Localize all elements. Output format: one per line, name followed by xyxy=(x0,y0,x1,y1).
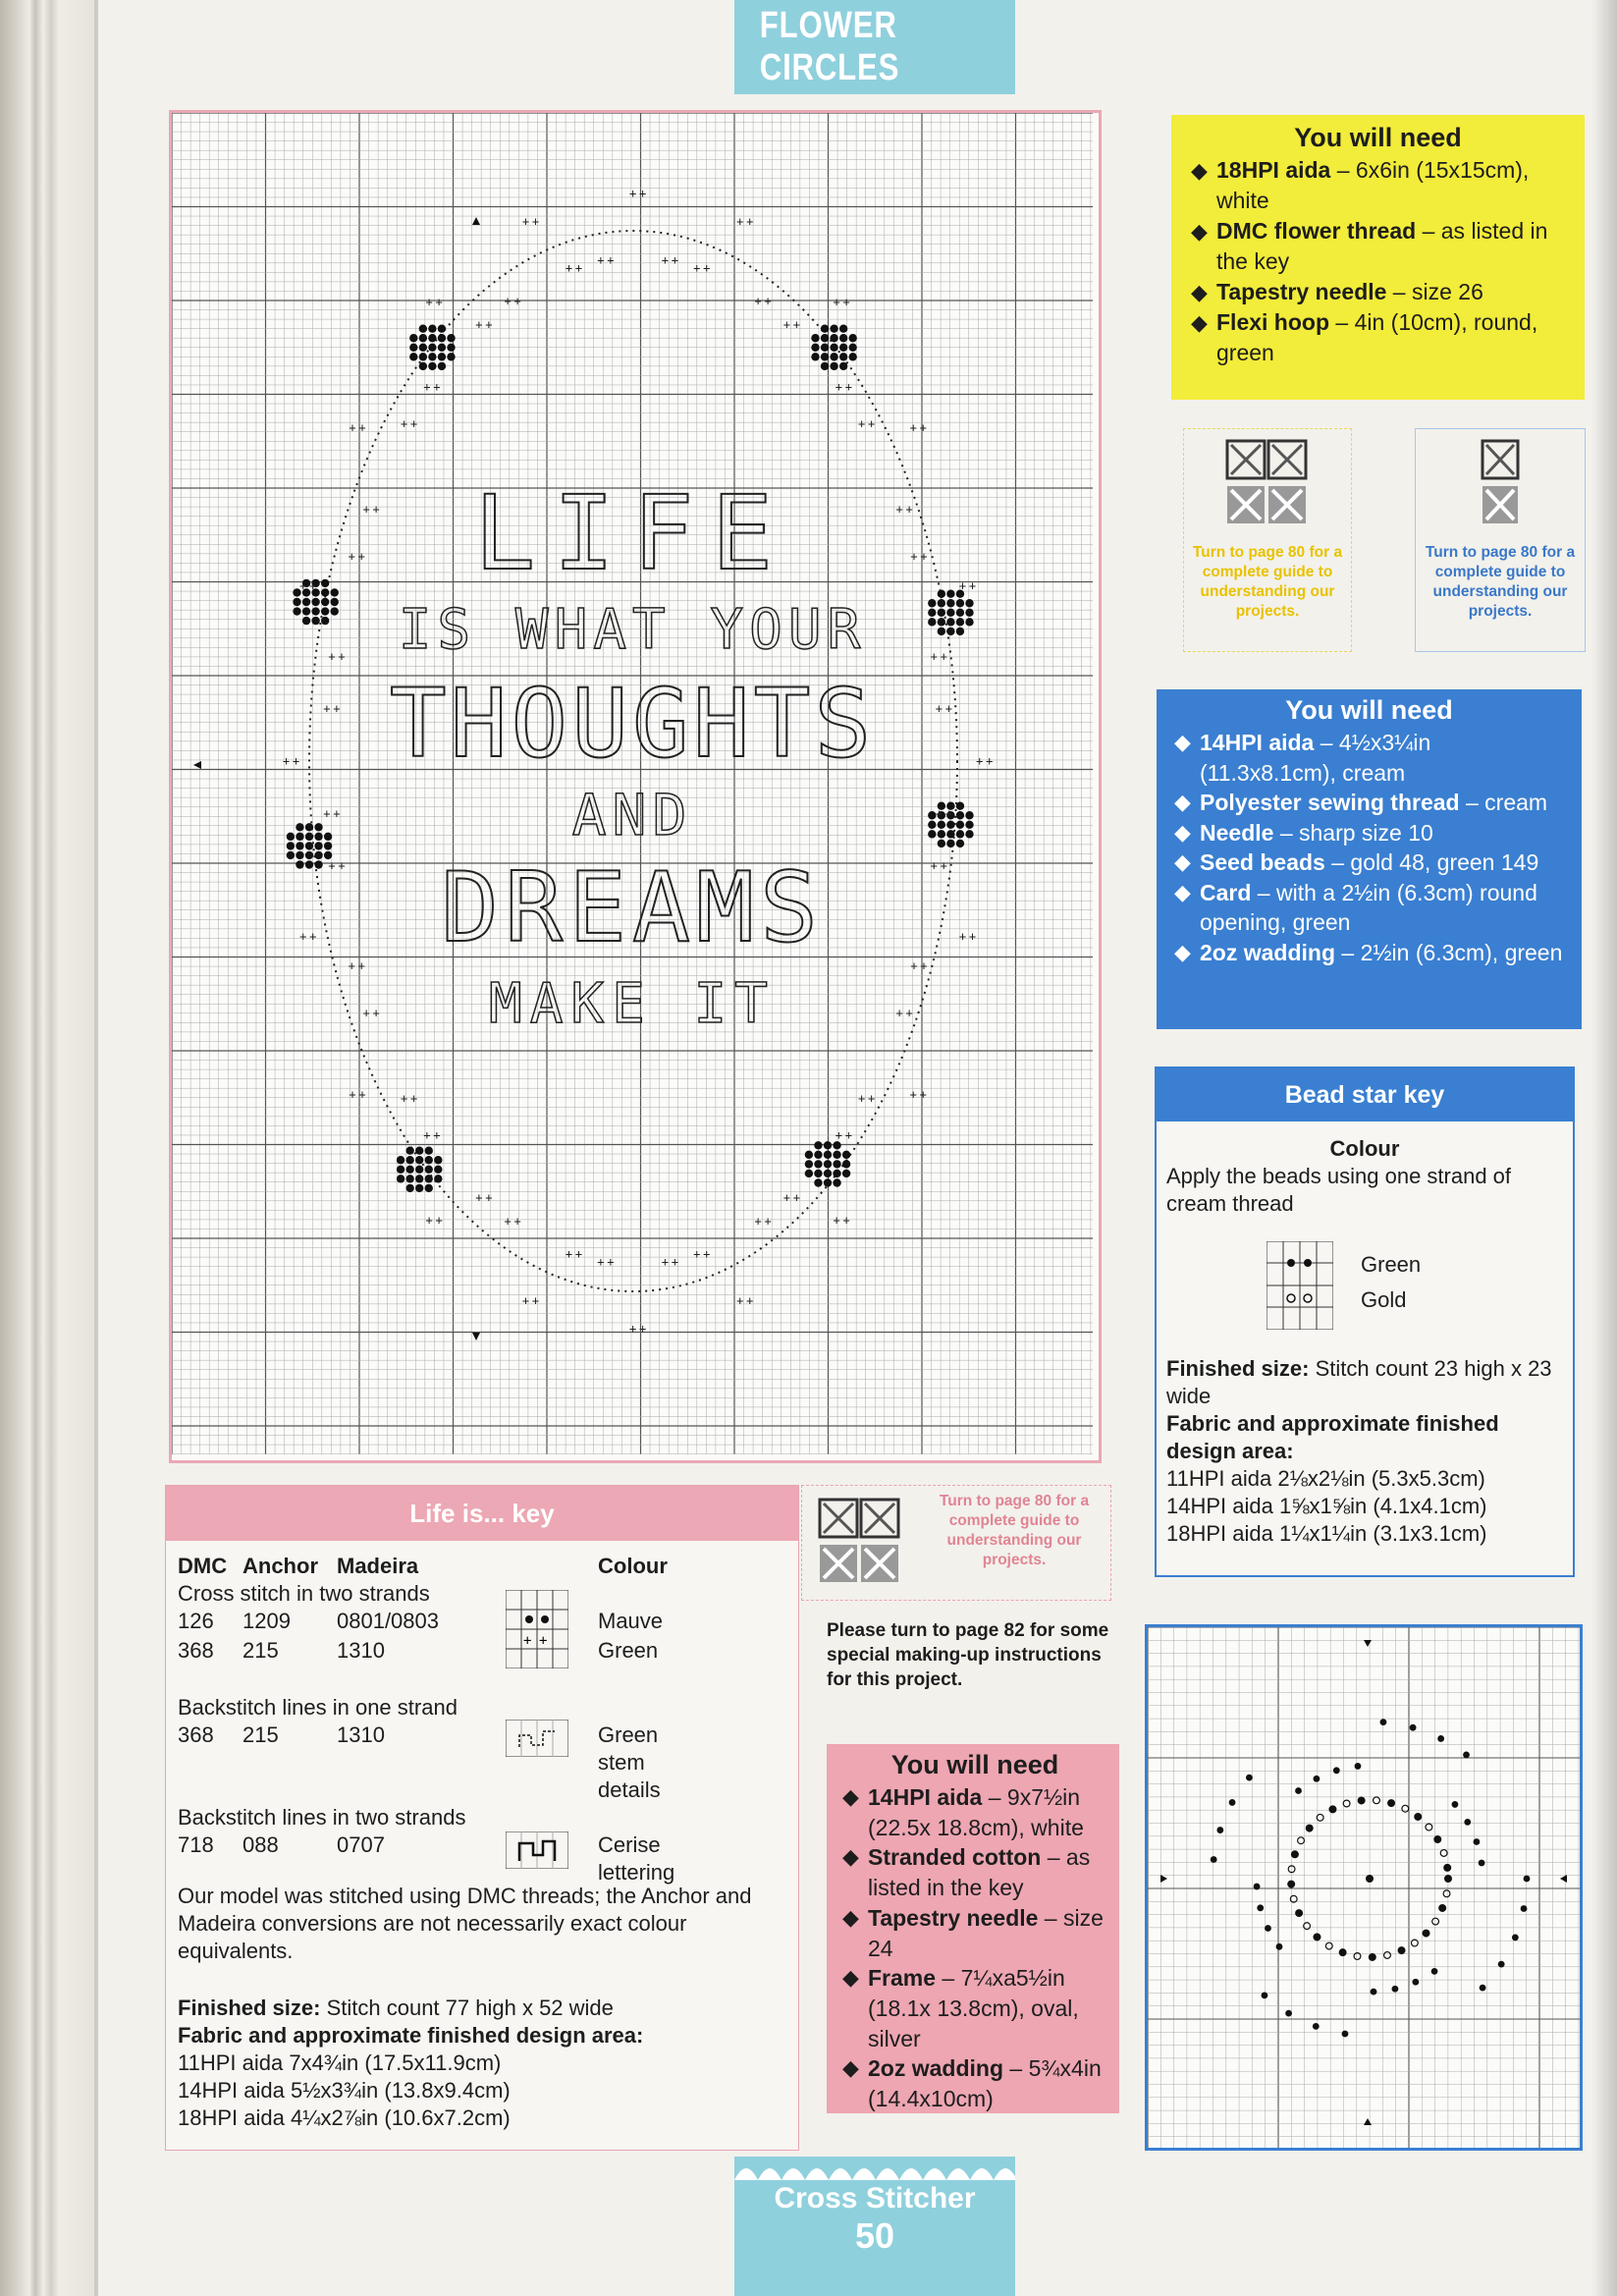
svg-text:+: + xyxy=(754,1214,762,1229)
svg-text:+: + xyxy=(423,1128,431,1143)
guide-note-blue xyxy=(1415,428,1586,652)
svg-text:+: + xyxy=(844,1128,853,1143)
diamond-bullet-icon: ◆ xyxy=(1174,790,1191,814)
stitch-guide-icon xyxy=(1223,437,1312,531)
requirement-detail: – 9x7½in (22.5x 18.8cm), white xyxy=(868,1784,1084,1840)
requirement-name: 2oz wadding xyxy=(1200,939,1335,965)
svg-text:+: + xyxy=(944,701,953,716)
blue-requirements-list xyxy=(1172,728,1566,967)
center-arrow-top xyxy=(472,217,480,225)
svg-text:+: + xyxy=(333,701,341,716)
svg-text:+: + xyxy=(919,1087,927,1102)
svg-text:+: + xyxy=(693,1246,701,1261)
svg-text:+: + xyxy=(842,295,850,309)
diamond-bullet-icon: ◆ xyxy=(1191,219,1208,244)
diamond-bullet-icon: ◆ xyxy=(1174,879,1191,904)
svg-text:+: + xyxy=(867,1091,876,1106)
row1-anchor: 1209 xyxy=(243,1609,291,1633)
svg-text:+: + xyxy=(504,1214,512,1229)
scallop-edge xyxy=(734,2157,1015,2180)
col-madeira: Madeira xyxy=(337,1554,419,1578)
svg-text:+: + xyxy=(919,420,927,435)
chart-words-is-what-your: IS WHAT YOUR xyxy=(398,598,867,662)
row3-dmc: 368 xyxy=(178,1722,214,1747)
guide-note-pink xyxy=(801,1485,1111,1601)
svg-text:+: + xyxy=(435,295,443,309)
svg-text:+: + xyxy=(362,1006,370,1020)
svg-text:+: + xyxy=(362,502,370,517)
bead-key-instruction: Apply the beads using one strand of cream thread xyxy=(1166,1164,1512,1216)
diamond-bullet-icon: ◆ xyxy=(842,1844,859,1870)
page-edge xyxy=(94,0,98,2296)
yellow-requirements-title: You will need xyxy=(1294,123,1462,152)
svg-text:+: + xyxy=(433,1128,441,1143)
requirement-detail: – 4in (10cm), round, green xyxy=(1216,309,1538,365)
magazine-name: Cross Stitcher xyxy=(774,2182,976,2214)
requirement-item xyxy=(1189,277,1567,307)
life-size-1: 11HPI aida 7x4¾in (17.5x11.9cm) xyxy=(178,2050,502,2075)
bead-arrow-left xyxy=(1160,1875,1167,1883)
section-backstitch-one: Backstitch lines in one strand xyxy=(178,1695,458,1720)
bead-star-key xyxy=(1155,1066,1575,1577)
row3-colour: Green stem details xyxy=(598,1722,661,1802)
row2-madeira: 1310 xyxy=(337,1638,385,1663)
svg-text:+: + xyxy=(372,1006,380,1020)
svg-text:+: + xyxy=(905,502,913,517)
svg-text:+: + xyxy=(531,1293,540,1308)
svg-text:+: + xyxy=(282,754,291,768)
diamond-bullet-icon: ◆ xyxy=(1191,310,1208,335)
bead-symbol-swatch xyxy=(1267,1241,1333,1330)
svg-text:+: + xyxy=(782,317,790,332)
chart-word-thoughts: THOUGHTS xyxy=(389,669,876,779)
magazine-spine xyxy=(0,0,98,2296)
bead-key-title: Bead star key xyxy=(1157,1068,1573,1121)
requirement-item xyxy=(840,2053,1109,2113)
diamond-bullet-icon: ◆ xyxy=(842,1784,859,1809)
svg-text:+: + xyxy=(968,929,977,944)
requirement-name: Card xyxy=(1200,879,1252,905)
svg-text:+: + xyxy=(597,1255,605,1270)
requirement-item xyxy=(1172,728,1566,788)
bead-arrow-top xyxy=(1364,1640,1372,1647)
bead-star-chart xyxy=(1145,1624,1583,2151)
stitch-guide-icon xyxy=(1479,437,1522,531)
life-size-3: 18HPI aida 4¼x2⅞in (10.6x7.2cm) xyxy=(178,2105,511,2130)
requirement-name: Tapestry needle xyxy=(868,1904,1039,1931)
svg-text:+: + xyxy=(338,649,346,664)
svg-text:+: + xyxy=(401,416,408,431)
svg-text:+: + xyxy=(905,1006,913,1020)
svg-text:+: + xyxy=(930,649,938,664)
yellow-requirements-list xyxy=(1189,155,1567,368)
svg-text:+: + xyxy=(349,1087,356,1102)
svg-text:+: + xyxy=(597,252,605,267)
svg-text:+: + xyxy=(958,929,967,944)
svg-text:+: + xyxy=(835,379,843,394)
requirement-item xyxy=(840,1903,1109,1963)
svg-text:+: + xyxy=(574,261,583,276)
svg-text:+: + xyxy=(857,1091,866,1106)
svg-text:+: + xyxy=(299,929,307,944)
guide-note-yellow xyxy=(1183,428,1352,652)
svg-text:+: + xyxy=(425,1213,433,1228)
svg-text:+: + xyxy=(833,1213,840,1228)
bead-size-2: 14HPI aida 1⅝x1⅝in (4.1x4.1cm) xyxy=(1166,1494,1487,1518)
life-finished-size xyxy=(178,1995,786,2022)
svg-text:+: + xyxy=(792,1190,800,1205)
svg-text:+: + xyxy=(539,1633,548,1649)
svg-text:+: + xyxy=(661,1255,670,1270)
svg-text:+: + xyxy=(746,214,754,229)
row4-madeira: 0707 xyxy=(337,1832,385,1857)
diamond-bullet-icon: ◆ xyxy=(1174,819,1191,845)
svg-text:+: + xyxy=(935,701,943,716)
pink-requirements-title: You will need xyxy=(890,1750,1059,1779)
svg-text:+: + xyxy=(323,806,331,821)
yellow-requirements-box xyxy=(1171,115,1585,400)
guide-text-blue: Turn to page 80 for a complete guide to understanding our projects. xyxy=(1425,544,1576,620)
requirement-detail: – with a 2½in (6.3cm) round opening, green xyxy=(1200,879,1537,935)
requirement-item xyxy=(1189,307,1567,368)
svg-text:+: + xyxy=(671,252,679,267)
svg-text:+: + xyxy=(372,502,380,517)
svg-text:+: + xyxy=(920,549,928,564)
svg-text:+: + xyxy=(629,187,637,201)
bead-key-colour-header: Colour xyxy=(1329,1136,1400,1161)
requirement-name: DMC flower thread xyxy=(1216,218,1417,244)
diamond-bullet-icon: ◆ xyxy=(1174,939,1191,964)
svg-text:+: + xyxy=(639,1321,647,1336)
requirement-item xyxy=(1172,878,1566,938)
chart-word-life: LIFE xyxy=(473,473,791,593)
row3-madeira: 1310 xyxy=(337,1722,385,1747)
section-cross-stitch: Cross stitch in two strands xyxy=(178,1581,430,1606)
bead-finished-text: Stitch count 23 high x 23 wide xyxy=(1166,1356,1552,1408)
svg-text:+: + xyxy=(358,1087,366,1102)
bead-size-1: 11HPI aida 2⅛x2⅛in (5.3x5.3cm) xyxy=(1166,1466,1485,1491)
svg-text:+: + xyxy=(940,649,947,664)
svg-text:+: + xyxy=(348,958,355,973)
svg-text:+: + xyxy=(986,754,994,768)
blue-requirements-box xyxy=(1157,689,1582,1029)
svg-text:+: + xyxy=(323,701,331,716)
row4-anchor: 088 xyxy=(243,1832,279,1857)
requirement-item xyxy=(1172,818,1566,848)
requirement-item xyxy=(840,1963,1109,2053)
svg-text:+: + xyxy=(703,1246,711,1261)
svg-text:+: + xyxy=(629,1321,637,1336)
guide-text-pink: Turn to page 80 for a complete guide to understanding our projects. xyxy=(939,1493,1090,1568)
requirement-detail: – 5¾x4in (14.4x10cm) xyxy=(868,2055,1102,2112)
bead-finished-size xyxy=(1166,1355,1559,1410)
row4-dmc: 718 xyxy=(178,1832,214,1857)
diamond-bullet-icon: ◆ xyxy=(1174,849,1191,874)
svg-text:+: + xyxy=(574,1246,583,1261)
svg-text:+: + xyxy=(299,578,307,593)
bead-fabric-label: Fabric and approximate finished design area: xyxy=(1166,1411,1499,1463)
svg-text:+: + xyxy=(504,294,512,308)
svg-text:+: + xyxy=(531,214,540,229)
page-shadow xyxy=(1591,0,1617,2296)
col-colour: Colour xyxy=(598,1554,668,1578)
chart-words-make-it: MAKE IT xyxy=(488,972,776,1036)
svg-text:+: + xyxy=(521,214,530,229)
svg-text:+: + xyxy=(349,420,356,435)
svg-text:+: + xyxy=(328,649,336,664)
svg-text:+: + xyxy=(513,294,521,308)
bead-arrow-right xyxy=(1560,1875,1567,1883)
svg-text:+: + xyxy=(764,1214,772,1229)
diamond-bullet-icon: ◆ xyxy=(842,1965,859,1991)
svg-text:+: + xyxy=(867,416,876,431)
life-is-key xyxy=(165,1485,799,2151)
requirement-item xyxy=(1172,788,1566,818)
svg-text:+: + xyxy=(358,420,366,435)
diamond-bullet-icon: ◆ xyxy=(842,2055,859,2081)
requirement-name: 2oz wadding xyxy=(868,2055,1003,2082)
svg-text:+: + xyxy=(607,1255,615,1270)
svg-text:+: + xyxy=(309,929,317,944)
diamond-bullet-icon: ◆ xyxy=(1191,280,1208,304)
diamond-bullet-icon: ◆ xyxy=(1191,158,1208,183)
svg-text:+: + xyxy=(475,1190,483,1205)
requirement-detail: – as listed in the key xyxy=(868,1844,1091,1901)
diamond-bullet-icon: ◆ xyxy=(842,1904,859,1930)
svg-text:+: + xyxy=(958,578,967,593)
pink-requirements-box xyxy=(827,1744,1119,2113)
svg-text:+: + xyxy=(410,1091,418,1106)
svg-text:+: + xyxy=(607,252,615,267)
footer-tab xyxy=(734,2157,1015,2296)
svg-text:+: + xyxy=(435,1213,443,1228)
row1-dmc: 126 xyxy=(178,1609,214,1633)
svg-text:+: + xyxy=(968,578,977,593)
life-chart xyxy=(169,110,1102,1463)
svg-text:+: + xyxy=(833,295,840,309)
life-key-title: Life is... key xyxy=(166,1486,798,1541)
svg-text:+: + xyxy=(909,420,917,435)
svg-text:+: + xyxy=(940,858,947,873)
svg-text:+: + xyxy=(935,806,943,821)
svg-text:+: + xyxy=(909,1087,917,1102)
requirement-detail: – cream xyxy=(1459,790,1548,815)
svg-text:+: + xyxy=(835,1128,843,1143)
requirement-detail: – gold 48, green 149 xyxy=(1324,849,1539,875)
svg-text:+: + xyxy=(485,1190,493,1205)
requirement-item xyxy=(1189,216,1567,277)
requirement-detail: – 4½x3¼in (11.3x8.1cm), cream xyxy=(1200,730,1431,786)
svg-text:+: + xyxy=(764,294,772,308)
svg-text:+: + xyxy=(523,1633,532,1649)
requirement-name: Polyester sewing thread xyxy=(1200,790,1460,815)
bead-size-3: 18HPI aida 1¼x1¼in (3.1x3.1cm) xyxy=(1166,1521,1487,1546)
svg-text:+: + xyxy=(475,317,483,332)
svg-text:+: + xyxy=(746,1293,754,1308)
row4-colour: Cerise lettering xyxy=(598,1832,675,1885)
svg-text:+: + xyxy=(485,317,493,332)
page-title: FLOWER CIRCLES xyxy=(759,5,900,88)
svg-text:+: + xyxy=(703,261,711,276)
bead-finished-label: Finished size: xyxy=(1166,1356,1310,1381)
svg-text:+: + xyxy=(338,858,346,873)
blue-requirements-title: You will need xyxy=(1285,695,1453,725)
bead-gold-label: Gold xyxy=(1361,1287,1407,1312)
svg-text:+: + xyxy=(736,214,744,229)
requirement-detail: – size 24 xyxy=(868,1904,1104,1961)
svg-text:+: + xyxy=(433,379,441,394)
svg-text:+: + xyxy=(782,1190,790,1205)
svg-text:+: + xyxy=(348,549,355,564)
requirement-detail: – sharp size 10 xyxy=(1273,819,1433,846)
svg-text:+: + xyxy=(693,261,701,276)
requirement-name: Stranded cotton xyxy=(868,1844,1042,1871)
row1-colour: Mauve xyxy=(598,1609,664,1633)
requirement-name: Tapestry needle xyxy=(1216,279,1387,304)
col-dmc: DMC xyxy=(178,1554,228,1578)
life-finished-label: Finished size: xyxy=(178,1995,321,2020)
requirement-detail: – 2½in (6.3cm), green xyxy=(1335,939,1563,965)
page-title-tab xyxy=(734,0,1015,94)
chart-word-dreams: DREAMS xyxy=(440,852,824,964)
row2-colour: Green xyxy=(598,1638,659,1663)
svg-text:+: + xyxy=(328,858,336,873)
bead-green-label: Green xyxy=(1361,1252,1422,1277)
chart-word-and: AND xyxy=(571,782,693,848)
svg-text:+: + xyxy=(976,754,984,768)
svg-text:+: + xyxy=(309,578,317,593)
requirement-name: 14HPI aida xyxy=(868,1784,983,1810)
svg-text:+: + xyxy=(292,754,300,768)
requirement-item xyxy=(840,1782,1109,1842)
svg-text:+: + xyxy=(333,806,341,821)
requirement-detail: – 6x6in (15x15cm), white xyxy=(1216,157,1530,213)
svg-text:+: + xyxy=(423,379,431,394)
bead-markers xyxy=(1211,1719,1531,2037)
row1-madeira: 0801/0803 xyxy=(337,1609,439,1633)
requirement-name: Flexi hoop xyxy=(1216,309,1329,335)
life-finished-text: Stitch count 77 high x 52 wide xyxy=(320,1995,614,2020)
bead-grid-lines xyxy=(1148,1627,1580,2148)
row2-anchor: 215 xyxy=(243,1638,279,1663)
svg-text:+: + xyxy=(895,502,903,517)
svg-text:+: + xyxy=(910,958,918,973)
svg-text:+: + xyxy=(671,1255,679,1270)
backstitch-lettering-symbol xyxy=(506,1831,568,1869)
bead-star-grid xyxy=(1148,1627,1580,2148)
section-backstitch-two: Backstitch lines in two strands xyxy=(178,1805,466,1830)
cross-stitch-symbols xyxy=(506,1590,568,1668)
svg-text:+: + xyxy=(513,1214,521,1229)
model-note: Our model was stitched using DMC threads; the Anchor and Madeira conversions are not necessarily exact colour equivalents. xyxy=(178,1884,752,1963)
svg-text:+: + xyxy=(401,1091,408,1106)
svg-text:+: + xyxy=(565,1246,573,1261)
requirement-detail: – size 26 xyxy=(1386,279,1483,304)
requirement-name: 14HPI aida xyxy=(1200,730,1315,755)
svg-text:+: + xyxy=(521,1293,530,1308)
requirement-item xyxy=(1189,155,1567,216)
row2-dmc: 368 xyxy=(178,1638,214,1663)
svg-text:+: + xyxy=(661,252,670,267)
svg-text:+: + xyxy=(736,1293,744,1308)
svg-text:+: + xyxy=(944,806,953,821)
svg-text:+: + xyxy=(895,1006,903,1020)
svg-text:+: + xyxy=(857,416,866,431)
svg-text:+: + xyxy=(357,958,365,973)
bead-arrow-bottom xyxy=(1364,2118,1372,2125)
requirement-item xyxy=(840,1842,1109,1902)
backstitch-stem-symbol xyxy=(506,1720,568,1757)
svg-text:+: + xyxy=(920,958,928,973)
requirement-name: 18HPI aida xyxy=(1216,157,1331,183)
requirement-detail: – 7¼xa5½in (18.1x 13.8cm), oval, silver xyxy=(868,1965,1079,2051)
svg-text:+: + xyxy=(910,549,918,564)
guide-text-yellow: Turn to page 80 for a complete guide to understanding our projects. xyxy=(1192,544,1343,620)
requirement-detail: – as listed in the key xyxy=(1216,218,1548,274)
requirement-item xyxy=(1172,938,1566,968)
requirement-name: Needle xyxy=(1200,819,1274,846)
col-anchor: Anchor xyxy=(243,1554,318,1578)
requirement-name: Frame xyxy=(868,1965,937,1992)
chart-lettering xyxy=(172,474,1093,1044)
svg-text:+: + xyxy=(930,858,938,873)
diamond-bullet-icon: ◆ xyxy=(1174,730,1191,754)
svg-text:+: + xyxy=(410,416,418,431)
center-arrow-bottom xyxy=(472,1333,480,1340)
pink-requirements-list xyxy=(840,1782,1109,2114)
requirement-name: Seed beads xyxy=(1200,849,1325,875)
svg-text:+: + xyxy=(842,1213,850,1228)
svg-text:+: + xyxy=(754,294,762,308)
svg-text:+: + xyxy=(565,261,573,276)
svg-text:+: + xyxy=(844,379,853,394)
requirement-item xyxy=(1172,847,1566,878)
svg-text:+: + xyxy=(639,187,647,201)
svg-text:+: + xyxy=(425,295,433,309)
making-up-note: Please turn to page 82 for some special making-up instructions for this project. xyxy=(827,1620,1109,1690)
life-fabric-label: Fabric and approximate finished design area: xyxy=(178,2023,644,2048)
life-size-2: 14HPI aida 5½x3¾in (13.8x9.4cm) xyxy=(178,2078,511,2103)
row3-anchor: 215 xyxy=(243,1722,279,1747)
stitch-guide-icon xyxy=(816,1496,904,1590)
svg-text:+: + xyxy=(792,317,800,332)
svg-text:+: + xyxy=(357,549,365,564)
page-number: 50 xyxy=(854,2215,895,2256)
